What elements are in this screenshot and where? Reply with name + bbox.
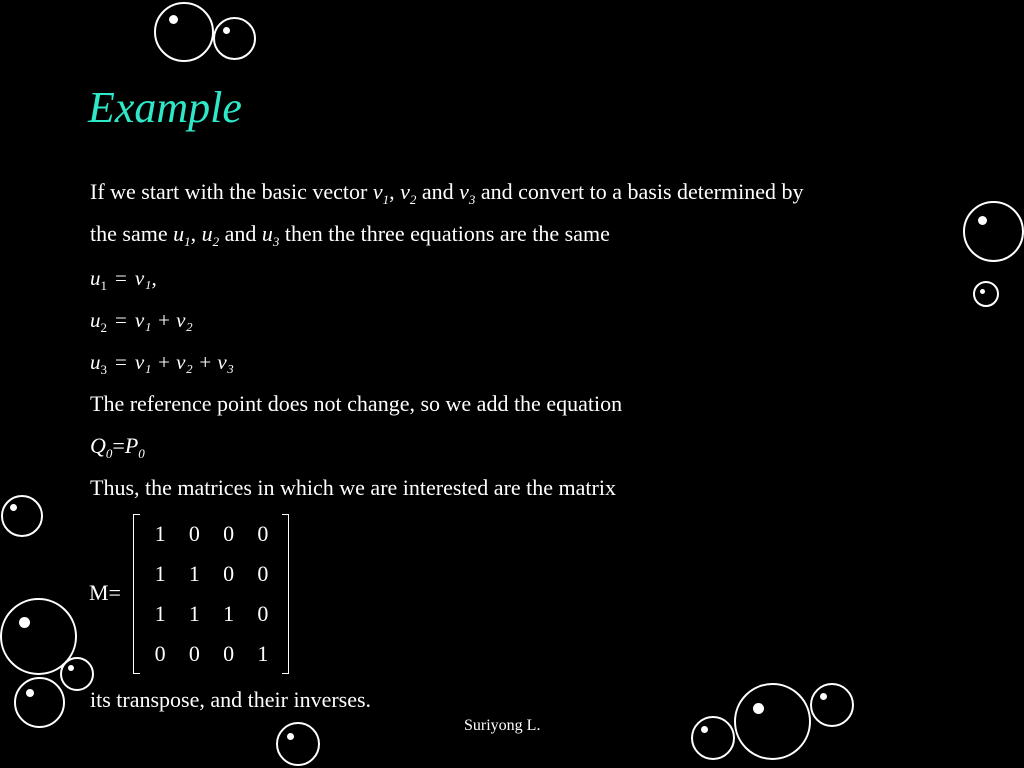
bubble-decoration: [963, 201, 1024, 262]
matrix-cell: 0: [188, 641, 200, 666]
bubble-decoration: [14, 677, 65, 728]
matrix-right-bracket: [282, 514, 289, 674]
matrix-cell: 0: [223, 561, 235, 586]
intro-line-1: If we start with the basic vector $v_1$, $v_2$ and $v_3$ and convert to a basis determined by: [90, 179, 804, 207]
thus-text: Thus, the matrices in which we are interested are the matrix: [90, 475, 616, 500]
matrix: [133, 514, 289, 674]
matrix-cell: 0: [223, 521, 235, 546]
matrix-left-bracket: [133, 514, 140, 674]
bubble-decoration: [973, 281, 999, 307]
equation-1: $u_1 = v_1$,: [90, 266, 157, 293]
matrix-cell: 1: [154, 521, 166, 546]
matrix-cell: 1: [154, 561, 166, 586]
bubble-decoration: [691, 716, 735, 760]
bubble-decoration: [276, 722, 320, 766]
matrix-label: M=: [89, 580, 121, 605]
matrix-cell: 1: [154, 601, 166, 626]
matrix-cell: 0: [257, 521, 269, 546]
matrix-cell: 1: [223, 601, 235, 626]
matrix-cell: 0: [223, 641, 235, 666]
matrix-cell: 0: [257, 601, 269, 626]
bubble-decoration: [60, 657, 94, 691]
bubble-decoration: [213, 17, 256, 60]
q-equation: $Q_0=P_0$: [90, 433, 145, 461]
matrix-cell: 1: [257, 641, 269, 666]
matrix-cell: 0: [257, 561, 269, 586]
footer-author: Suriyong L.: [464, 717, 541, 734]
matrix-grid: [143, 514, 280, 674]
equation-2: $u_2 = v_1 + v_2$: [90, 308, 193, 335]
reference-text: The reference point does not change, so we add the equation: [90, 391, 623, 416]
bubble-decoration: [1, 495, 43, 537]
slide-title: Example: [88, 83, 242, 132]
matrix-cell: 1: [188, 561, 200, 586]
bubble-decoration: [810, 683, 854, 727]
equation-3: $u_3 = v_1 + v_2 + v_3$: [90, 350, 235, 377]
matrix-cell: 0: [154, 641, 166, 666]
intro-line-2: the same $u_1$, $u_2$ and $u_3$ then the three equations are the same: [90, 221, 610, 249]
bubble-decoration: [154, 2, 214, 62]
bubble-decoration: [734, 683, 811, 760]
matrix-cell: 1: [188, 601, 200, 626]
closing-text: its transpose, and their inverses.: [90, 687, 372, 712]
matrix-cell: 0: [188, 521, 200, 546]
